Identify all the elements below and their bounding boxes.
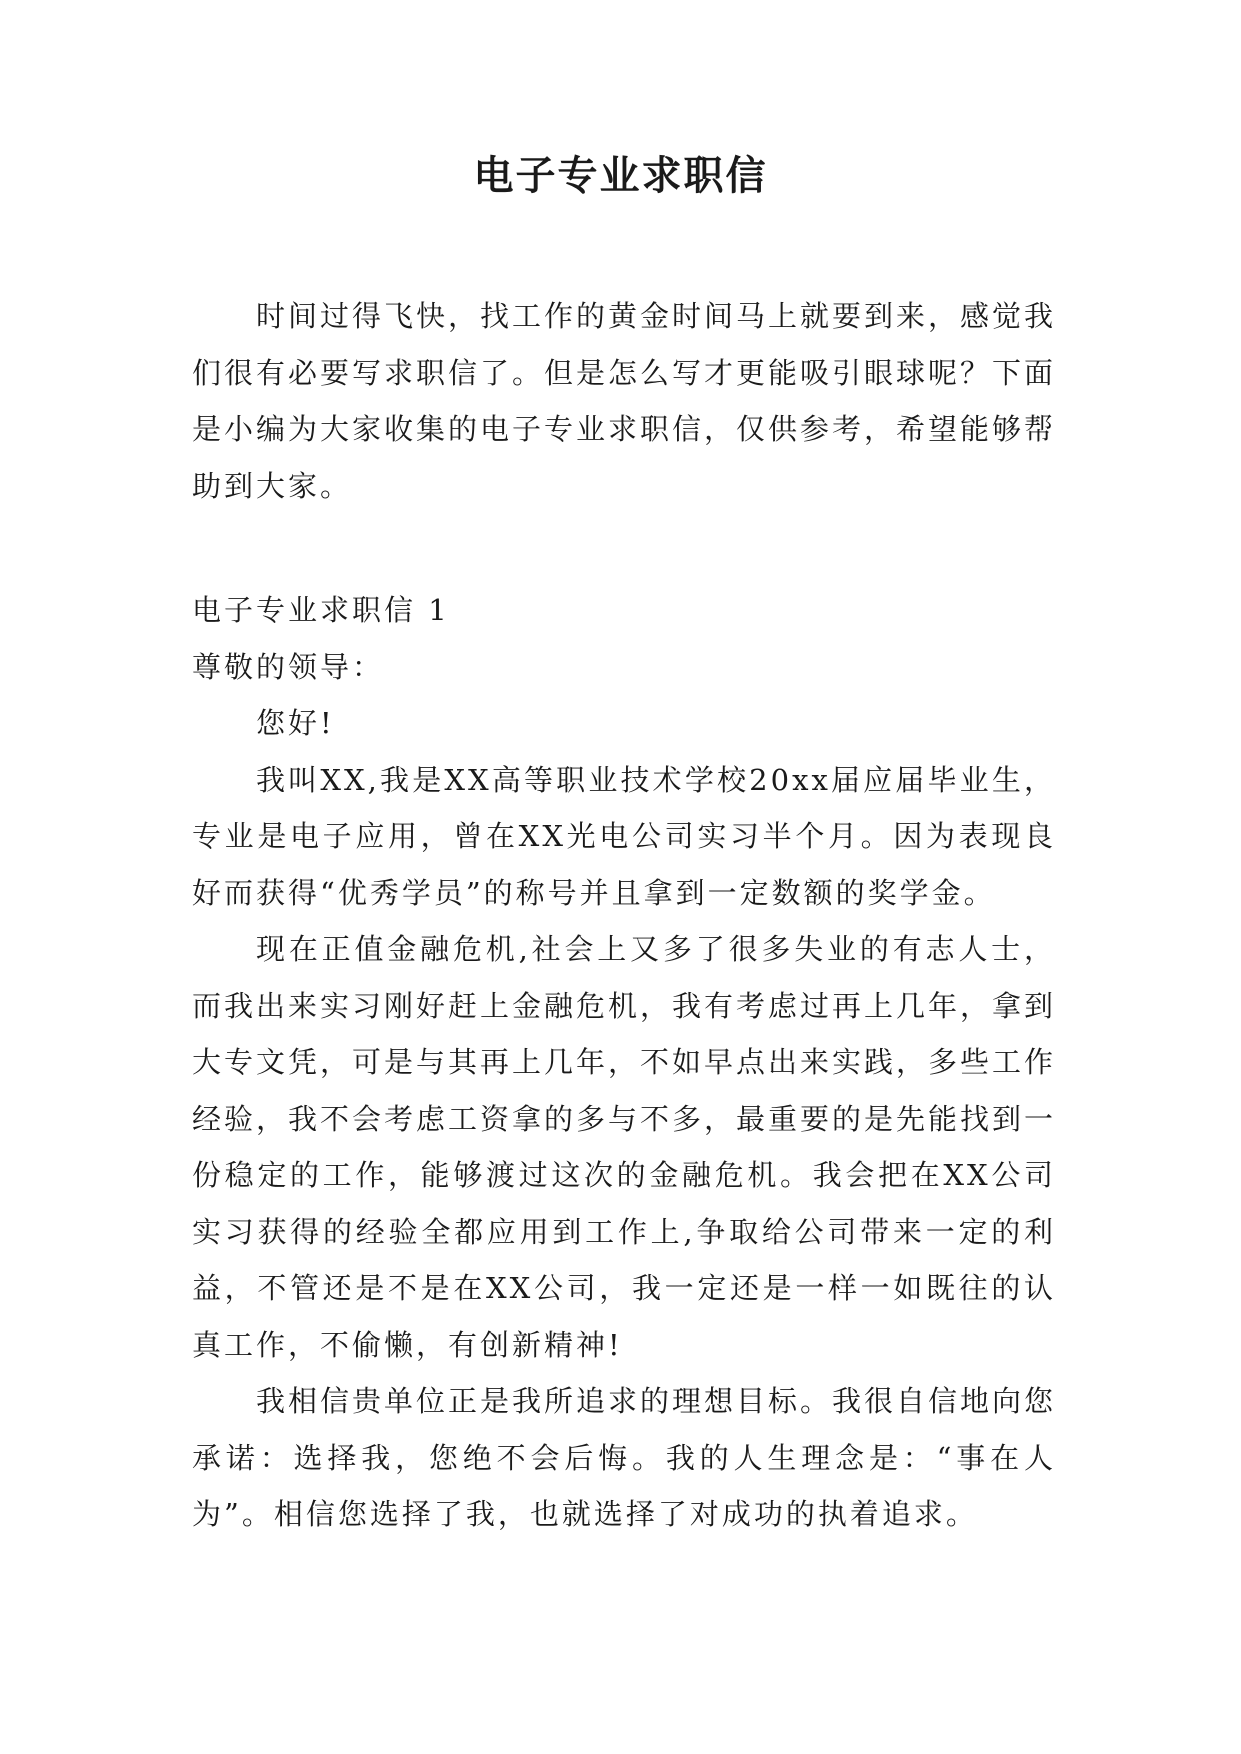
letter-paragraph: 现在正值金融危机,社会上又多了很多失业的有志人士，而我出来实习刚好赶上金融危机，我有考虑过再上几年，拿到大专文凭，可是与其再上几年，不如早点出来实践，多些工作经验，我不会考虑工资拿的多与不多，最重要的是先能找到一份稳定的工作，能够渡过这次的金融危机。我会把在XX公司实习获得的经验全都应用到工作上,争取给公司带来一定的利益，不管还是不是在XX公司，我一定还是一样一如既往的认真工作，不偷懒，有创新精神! [192,932,1057,1362]
letter-section [192,582,1056,1543]
letter-paragraph: 我叫XX,我是XX高等职业技术学校20xx届应届毕业生，专业是电子应用，曾在XX光电公司实习半个月。因为表现良好而获得“优秀学员”的称号并且拿到一定数额的奖学金。 [192,762,1056,910]
intro-section [192,288,1056,514]
page-title: 电子专业求职信 [473,153,768,199]
letter-greeting: 您好! [256,706,335,740]
letter-salutation: 尊敬的领导： [192,649,385,684]
letter-heading: 电子专业求职信 1 [192,593,450,627]
intro-paragraph: 时间过得飞快，找工作的黄金时间马上就要到来，感觉我们很有必要写求职信了。但是怎么写才更能吸引眼球呢？下面是小编为大家收集的电子专业求职信，仅供参考，希望能够帮助到大家。 [192,299,1057,503]
letter-paragraph: 我相信贵单位正是我所追求的理想目标。我很自信地向您承诺：选择我，您绝不会后悔。我的人生理念是：“事在人为”。相信您选择了我，也就选择了对成功的执着追求。 [192,1384,1057,1531]
